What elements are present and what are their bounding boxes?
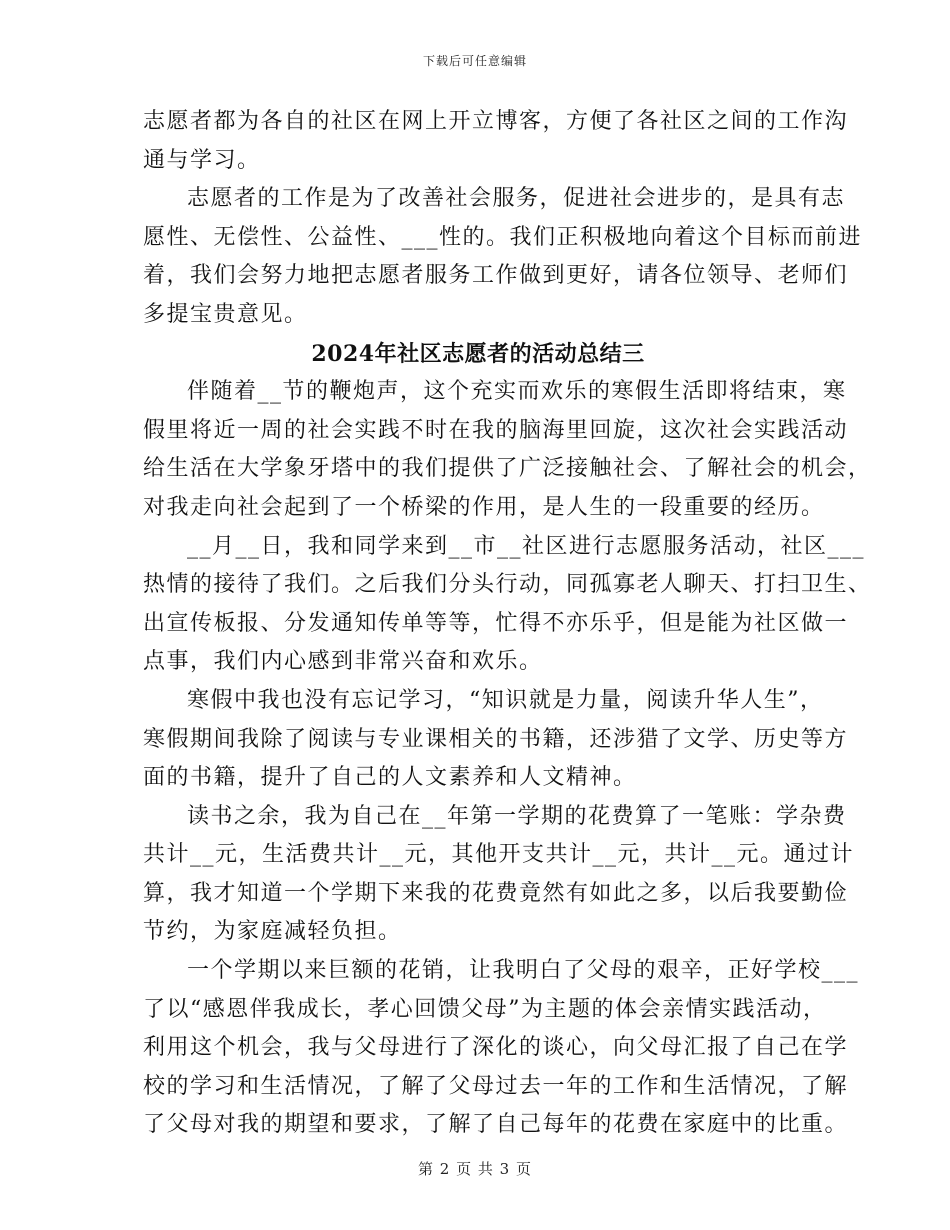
section-heading: 2024年社区志愿者的活动总结三: [311, 340, 645, 367]
text-line: 了父母对我的期望和要求，了解了自己每年的花费在家庭中的比重。: [143, 1112, 849, 1138]
text-line: 对我走向社会起到了一个桥梁的作用，是人生的一段重要的经历。: [143, 494, 825, 520]
page-footer: 第 2 页 共 3 页: [418, 1160, 532, 1178]
text-line: 利用这个机会，我与父母进行了深化的谈心，向父母汇报了自己在学: [143, 1035, 849, 1061]
text-line: 寒假期间我除了阅读与专业课相关的书籍，还涉猎了文学、历史等方: [143, 726, 849, 752]
text-line: 愿性、无偿性、公益性、___性的。我们正积极地向着这个目标而前进: [143, 224, 863, 250]
text-line: 点事，我们内心感到非常兴奋和欢乐。: [143, 649, 543, 675]
text-line: 寒假中我也没有忘记学习，“知识就是力量，阅读升华人生”，: [187, 687, 824, 713]
text-line: 读书之余，我为自己在__年第一学期的花费算了一笔账：学杂费: [187, 803, 847, 829]
text-line: 出宣传板报、分发通知传单等等，忙得不亦乐乎，但是能为社区做一: [143, 610, 849, 636]
document-body: [143, 103, 872, 1145]
text-line: 热情的接待了我们。之后我们分头行动，同孤寡老人聊天、打扫卫生、: [143, 572, 872, 598]
text-line: 共计__元，生活费共计__元，其他开支共计__元，共计__元。通过计: [143, 842, 855, 868]
page-header: 下载后可任意编辑: [422, 54, 527, 68]
text-line: __月__日，我和同学来到__市__社区进行志愿服务活动，社区___: [187, 533, 866, 559]
text-line: 着，我们会努力地把志愿者服务工作做到更好，请各位领导、老师们: [143, 263, 849, 289]
text-line: 伴随着__节的鞭炮声，这个充实而欢乐的寒假生活即将结束，寒: [187, 379, 847, 405]
text-line: 给生活在大学象牙塔中的我们提供了广泛接触社会、了解社会的机会，: [143, 456, 872, 482]
text-line: 假里将近一周的社会实践不时在我的脑海里回旋，这次社会实践活动: [143, 417, 849, 443]
text-line: 面的书籍，提升了自己的人文素养和人文精神。: [143, 765, 637, 791]
text-line: 志愿者的工作是为了改善社会服务，促进社会进步的，是具有志: [187, 186, 846, 212]
text-line: 算，我才知道一个学期下来我的花费竟然有如此之多，以后我要勤俭: [143, 880, 849, 906]
text-line: 了以“感恩伴我成长，孝心回馈父母”为主题的体会亲情实践活动，: [143, 996, 827, 1022]
text-line: 校的学习和生活情况，了解了父母过去一年的工作和生活情况，了解: [143, 1073, 849, 1099]
text-line: 通与学习。: [143, 147, 261, 173]
text-line: 节约，为家庭减轻负担。: [143, 919, 402, 945]
text-line: 志愿者都为各自的社区在网上开立博客，方便了各社区之间的工作沟: [143, 109, 849, 134]
text-line: 一个学期以来巨额的花销，让我明白了父母的艰辛，正好学校___: [187, 958, 860, 984]
text-line: 多提宝贵意见。: [143, 301, 308, 327]
